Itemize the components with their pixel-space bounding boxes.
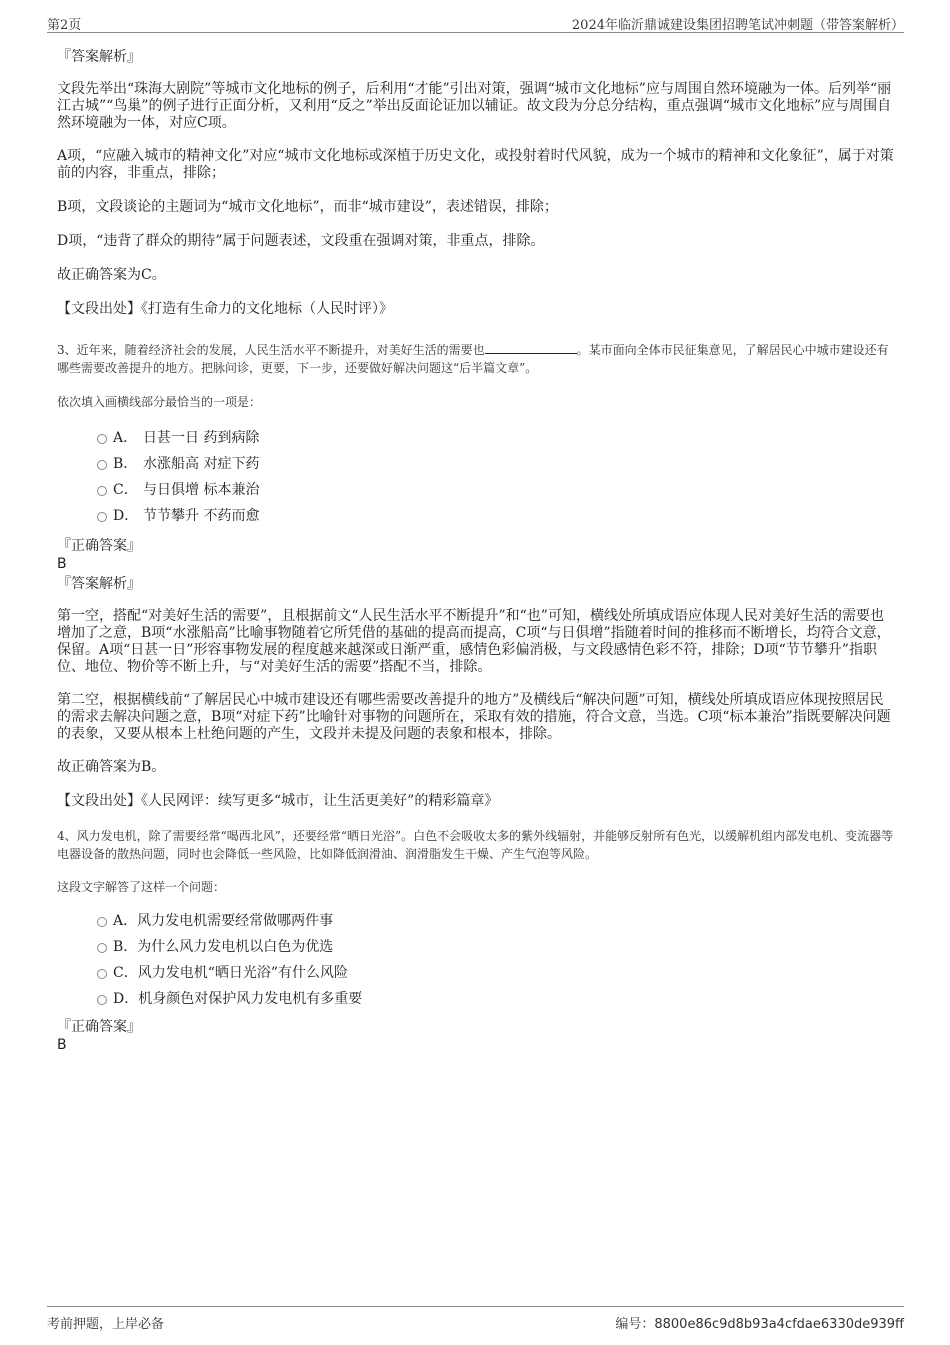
radio-icon[interactable] <box>97 486 107 496</box>
option-letter: A． <box>113 430 138 446</box>
q4-answer-label: 『正确答案』 <box>57 1019 141 1035</box>
radio-icon[interactable] <box>97 995 107 1005</box>
document-title: 2024年临沂鼎诚建设集团招聘笔试冲刺题（带答案解析） <box>571 18 904 33</box>
q3-conclusion: 故正确答案为B。 <box>57 759 166 775</box>
radio-icon[interactable] <box>97 943 107 953</box>
radio-icon[interactable] <box>97 917 107 927</box>
option-text: 节节攀升 不药而愈 <box>143 508 260 524</box>
q4-option-a[interactable] <box>57 908 896 934</box>
q3-options <box>57 425 896 529</box>
q4-option-d[interactable] <box>57 986 896 1012</box>
option-text: 日甚一日 药到病除 <box>143 430 260 446</box>
radio-icon[interactable] <box>97 434 107 444</box>
q3-analysis-paragraph-1: 第一空，搭配“对美好生活的需要”，且根据前文“人民生活水平不断提升”和“也”可知，横线处所填成语应体现人民对美好生活的需要也增加了之意，B项“水涨船高”比喻事物随着它所凭借的基础的提高而提高，C项“与日俱增”指随着时间的推移而不断增长，均符合文意，保留。A项“日甚一日”形容事物发展的程度越来越深或日渐严重，感情色彩偏消极，与文段感情色彩不符，排除；D项“节节攀升”指职位、地位、物价等不断上升，与“对美好生活的需要”搭配不当，排除。 <box>57 608 891 675</box>
q3-option-c[interactable] <box>57 477 896 503</box>
q4-stem: 4、风力发电机，除了需要经常“喝西北风”，还要经常“晒日光浴”。白色不会吸收太多的紫外线辐射，并能够反射所有色光，以缓解机组内部发电机、变流器等电器设备的散热问题，同时也会降低一些风险，比如降低润滑油、润滑脂发生干燥、产生气泡等风险。 <box>57 829 894 861</box>
option-text: 水涨船高 对症下药 <box>143 456 260 472</box>
q2-conclusion: 故正确答案为C。 <box>57 267 166 283</box>
q2-source: 【文段出处】《打造有生命力的文化地标（人民时评）》 <box>57 301 393 317</box>
q4-answer: B <box>57 1037 67 1053</box>
option-letter: C． <box>113 482 138 498</box>
option-letter: B． <box>113 456 138 472</box>
option-text: 风力发电机需要经常做哪两件事 <box>137 913 334 929</box>
option-text: 与日俱增 标本兼治 <box>143 482 260 498</box>
option-text: 为什么风力发电机以白色为优选 <box>137 939 334 955</box>
q3-source: 【文段出处】《人民网评：续写更多“城市，让生活更美好”的精彩篇章》 <box>57 793 499 809</box>
option-letter: D． <box>113 508 139 524</box>
option-letter: A． <box>113 913 138 929</box>
q2-analysis-option-a: A项，“应融入城市的精神文化”对应“城市文化地标或深植于历史文化，或投射着时代风貌，成为一个城市的精神和文化象征”，属于对策前的内容，非重点，排除； <box>57 148 894 181</box>
q3-answer-label: 『正确答案』 <box>57 538 141 554</box>
footer-serial <box>615 1313 904 1332</box>
option-letter: B． <box>113 939 138 955</box>
q3-answer: B <box>57 556 67 572</box>
radio-icon[interactable] <box>97 460 107 470</box>
option-letter: C． <box>113 965 138 981</box>
footer-slogan: 考前押题，上岸必备 <box>47 1317 165 1332</box>
q3-prompt: 依次填入画横线部分最恰当的一项是： <box>57 395 262 409</box>
q4-options <box>57 908 896 1012</box>
q4-option-c[interactable] <box>57 960 896 986</box>
option-text: 风力发电机“晒日光浴”有什么风险 <box>137 965 349 981</box>
page-header <box>47 12 904 33</box>
radio-icon[interactable] <box>97 969 107 979</box>
q2-analysis-option-d: D项，“违背了群众的期待”属于问题表述，文段重在强调对策，非重点，排除。 <box>57 233 545 249</box>
q2-analysis-label: 『答案解析』 <box>57 49 141 65</box>
q4-option-b[interactable] <box>57 934 896 960</box>
q3-stem <box>57 341 896 377</box>
q3-option-d[interactable] <box>57 503 896 529</box>
serial-label: 编号： <box>615 1317 655 1332</box>
q2-analysis-paragraph: 文段先举出“珠海大剧院”等城市文化地标的例子，后利用“才能”引出对策，强调“城市文化地标”应与周围自然环境融为一体。后列举“丽江古城”“鸟巢”的例子进行正面分析，又利用“反之”举出反面论证加以辅证。故文段为分总分结构，重点强调“城市文化地标”应与周围自然环境融为一体，对应C项。 <box>57 81 892 131</box>
q3-option-a[interactable] <box>57 425 896 451</box>
q3-stem-before: 3、近年来，随着经济社会的发展，人民生活水平不断提升，对美好生活的需要也 <box>57 343 485 357</box>
q3-option-b[interactable] <box>57 451 896 477</box>
q3-stem-after: 。某市面向全体市民征集意见，了解居民心中城市建设还有哪些需要改善提升的地方。把脉问诊，更要，下一步，还要做好解决问题这“后半篇文章”。 <box>57 343 889 375</box>
radio-icon[interactable] <box>97 512 107 522</box>
q4-prompt: 这段文字解答了这样一个问题： <box>57 880 226 894</box>
q3-analysis-label: 『答案解析』 <box>57 576 141 592</box>
q2-analysis-option-b: B项，文段谈论的主题词为“城市文化地标”，而非“城市建设”，表述错误，排除； <box>57 199 558 215</box>
option-text: 机身颜色对保护风力发电机有多重要 <box>138 991 363 1007</box>
page-footer <box>47 1306 904 1331</box>
q3-blank <box>485 341 577 354</box>
page-content <box>57 48 896 1054</box>
page-number: 第2页 <box>47 18 82 33</box>
serial-number: 8800e86c9d8b93a4cfdae6330de939ff <box>654 1317 904 1332</box>
option-letter: D． <box>113 991 139 1007</box>
q3-analysis-paragraph-2: 第二空，根据横线前“了解居民心中城市建设还有哪些需要改善提升的地方”及横线后“解决问题”可知，横线处所填成语应体现按照居民的需求去解决问题之意，B项“对症下药”比喻针对事物的问题所在，采取有效的措施，符合文意，当选。C项“标本兼治”指既要解决问题的表象，又要从根本上杜绝问题的产生，文段并未提及问题的表象和根本，排除。 <box>57 692 891 742</box>
